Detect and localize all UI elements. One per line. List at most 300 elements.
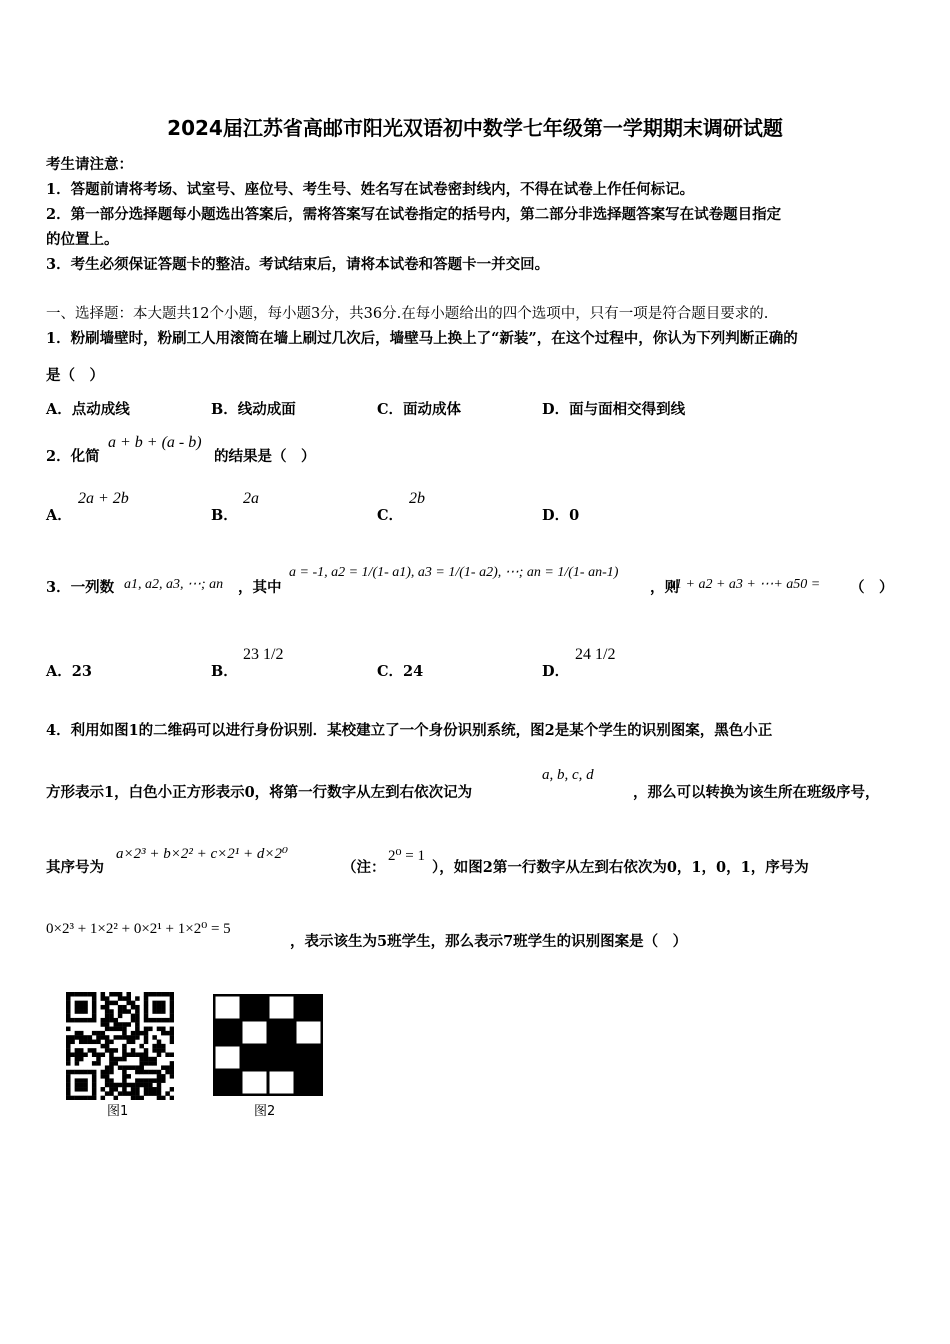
qr-module [170, 1061, 174, 1066]
figure-2-caption: 图2 [254, 1104, 276, 1119]
qr-module [75, 1078, 80, 1083]
qr-module [88, 1018, 93, 1023]
qr-module [144, 1078, 149, 1083]
qr-module [157, 992, 162, 997]
qr-module [170, 1014, 174, 1019]
qr-module [144, 1083, 149, 1088]
grid-cell [268, 1020, 295, 1045]
qr-module [70, 1070, 75, 1075]
qr-module [135, 1087, 140, 1092]
qr-module [157, 1070, 162, 1075]
qr-module [122, 1044, 127, 1049]
qr-module [161, 1001, 166, 1006]
qr-module [79, 1040, 84, 1045]
qr-module [148, 1057, 153, 1062]
qr-module [70, 1035, 75, 1040]
qr-module [66, 1048, 71, 1053]
qr-module [157, 1009, 162, 1014]
qr-module [66, 1009, 71, 1014]
qr-module [144, 1057, 149, 1062]
qr-module [96, 1031, 101, 1036]
qr-module [101, 1022, 106, 1027]
qr-module [157, 1096, 162, 1100]
qr-module [109, 1009, 114, 1014]
qr-module [101, 1031, 106, 1036]
qr-module [88, 1096, 93, 1100]
qr-module [170, 1035, 174, 1040]
q4-note-math: 2⁰ = 1 [388, 848, 425, 864]
qr-module [105, 1027, 110, 1032]
qr-module [118, 1027, 123, 1032]
qr-module [79, 1001, 84, 1006]
qr-module [135, 1005, 140, 1010]
qr-module [126, 1065, 131, 1070]
qr-module [109, 1018, 114, 1023]
q3-option-a: A．23 [46, 663, 92, 680]
notice-heading: 考生请注意： [46, 156, 133, 173]
qr-module [70, 992, 75, 997]
qr-module [109, 1057, 114, 1062]
qr-module [105, 1001, 110, 1006]
q2-option-a-expr: 2a + 2b [78, 490, 129, 507]
q1-option-b: B．线动成面 [211, 401, 296, 418]
qr-module [66, 1052, 71, 1057]
q3-end: （ ） [850, 579, 894, 596]
notice-item-2b: 的位置上。 [46, 231, 119, 248]
qr-module [135, 1018, 140, 1023]
qr-module [66, 1091, 71, 1096]
qr-module [144, 1027, 149, 1032]
qr-module [66, 1074, 71, 1079]
grid-cell [216, 997, 240, 1019]
qr-module [144, 1048, 149, 1053]
qr-module [109, 1078, 114, 1083]
qr-module [131, 1040, 136, 1045]
qr-module [170, 1052, 174, 1057]
figure-1-caption: 图1 [107, 1104, 129, 1119]
qr-module [139, 1083, 144, 1088]
q1-stem-line1: 1．粉刷墙壁时，粉刷工人用滚筒在墙上刷过几次后，墙壁马上换上了“新装”，在这个过程中，你认为下列判断正确的 [46, 330, 798, 347]
grid-cell [297, 1022, 321, 1044]
qr-module [105, 1014, 110, 1019]
grid-cell [241, 1045, 268, 1070]
qr-module [75, 1070, 80, 1075]
qr-module [101, 1005, 106, 1010]
qr-module [66, 992, 71, 997]
qr-module [148, 1091, 153, 1096]
qr-module [139, 1057, 144, 1062]
qr-module [66, 1078, 71, 1083]
q4-note-open: （注： [342, 859, 386, 876]
qr-module [118, 1083, 123, 1088]
qr-module [70, 1096, 75, 1100]
qr-module [118, 996, 123, 1001]
q1-option-c: C．面动成体 [377, 401, 462, 418]
qr-module [170, 1070, 174, 1075]
q3-sum: a1 + a2 + a3 + ⋯+ a50 = [668, 577, 821, 592]
qr-module [144, 1001, 149, 1006]
qr-module [161, 1044, 166, 1049]
qr-module [161, 1065, 166, 1070]
qr-module [152, 1070, 157, 1075]
qr-module [118, 1091, 123, 1096]
qr-module [83, 1035, 88, 1040]
qr-module [131, 1031, 136, 1036]
qr-module [131, 1001, 136, 1006]
qr-module [148, 1061, 153, 1066]
qr-module [139, 1065, 144, 1070]
qr-module [165, 1052, 170, 1057]
qr-module [131, 1052, 136, 1057]
qr-module [101, 1044, 106, 1049]
qr-module [83, 992, 88, 997]
grid-cell [295, 1045, 322, 1070]
qr-module [75, 1057, 80, 1062]
qr-module [157, 1052, 162, 1057]
notice-item-2a: 2．第一部分选择题每小题选出答案后，需将答案写在试卷指定的括号内，第二部分非选择题答案写在试卷题目指定 [46, 206, 782, 223]
qr-module [161, 1096, 166, 1100]
qr-module [83, 1070, 88, 1075]
qr-module [126, 1074, 131, 1079]
qr-module [75, 1009, 80, 1014]
qr-module [122, 1005, 127, 1010]
qr-module [118, 1005, 123, 1010]
grid-cell [243, 1072, 267, 1094]
qr-module [66, 1014, 71, 1019]
qr-module [144, 1040, 149, 1045]
qr-module [105, 1018, 110, 1023]
qr-module [79, 1035, 84, 1040]
qr-module [101, 992, 106, 997]
qr-module [118, 992, 123, 997]
grid-cell [216, 1047, 240, 1069]
qr-module [118, 1035, 123, 1040]
qr-module [109, 1065, 114, 1070]
qr-module [79, 1048, 84, 1053]
qr-module [131, 1048, 136, 1053]
qr-module [126, 1091, 131, 1096]
qr-module [96, 1057, 101, 1062]
qr-module [79, 1078, 84, 1083]
qr-module [135, 1031, 140, 1036]
qr-module [118, 1022, 123, 1027]
qr-module [152, 1078, 157, 1083]
qr-module [157, 1001, 162, 1006]
qr-module [101, 1087, 106, 1092]
qr-module [165, 1065, 170, 1070]
qr-module [126, 1001, 131, 1006]
qr-module [92, 1018, 97, 1023]
qr-module [96, 1052, 101, 1057]
qr-module [144, 1052, 149, 1057]
qr-module [135, 1096, 140, 1100]
qr-module [66, 1057, 71, 1062]
grid-cell [214, 1070, 241, 1095]
qr-module [170, 1018, 174, 1023]
qr-module [131, 1035, 136, 1040]
qr-module [109, 1001, 114, 1006]
qr-module [109, 1083, 114, 1088]
figure-1-qr-code [66, 992, 174, 1100]
qr-module [92, 1040, 97, 1045]
qr-module [109, 1087, 114, 1092]
qr-module [75, 1083, 80, 1088]
qr-module [139, 1052, 144, 1057]
qr-module [75, 1087, 80, 1092]
qr-module [135, 1009, 140, 1014]
qr-module [170, 1031, 174, 1036]
qr-module [144, 1031, 149, 1036]
qr-module [131, 1005, 136, 1010]
q2-suffix: 的结果是（ ） [214, 448, 316, 465]
grid-cell [295, 995, 322, 1020]
qr-module [157, 1083, 162, 1088]
qr-module [170, 1027, 174, 1032]
q4-formula: a×2³ + b×2² + c×2¹ + d×2⁰ [116, 846, 289, 862]
qr-module [83, 1018, 88, 1023]
qr-module [92, 1052, 97, 1057]
qr-module [105, 1044, 110, 1049]
qr-module [131, 1091, 136, 1096]
qr-module [157, 1091, 162, 1096]
qr-module [170, 1001, 174, 1006]
qr-module [122, 996, 127, 1001]
qr-module [92, 1096, 97, 1100]
q3-option-b-value: 23 1/2 [243, 646, 284, 663]
qr-module [88, 1048, 93, 1053]
qr-module [165, 1070, 170, 1075]
qr-module [114, 1048, 119, 1053]
qr-module [126, 1009, 131, 1014]
qr-module [66, 1005, 71, 1010]
qr-module [88, 1035, 93, 1040]
qr-code-graphic [66, 992, 174, 1100]
qr-module [75, 1048, 80, 1053]
qr-module [92, 1014, 97, 1019]
qr-module [131, 1096, 136, 1100]
qr-module [148, 1087, 153, 1092]
qr-module [92, 1091, 97, 1096]
qr-module [96, 1040, 101, 1045]
q4-example: 0×2³ + 1×2² + 0×2¹ + 1×2⁰ = 5 [46, 921, 231, 937]
qr-module [126, 1052, 131, 1057]
qr-module [75, 1031, 80, 1036]
qr-module [170, 1096, 174, 1100]
qr-module [75, 992, 80, 997]
qr-module [105, 1083, 110, 1088]
qr-module [118, 1009, 123, 1014]
q2-prefix: 2．化简 [46, 448, 100, 465]
qr-module [170, 996, 174, 1001]
qr-module [114, 1057, 119, 1062]
qr-module [92, 1009, 97, 1014]
qr-module [92, 1031, 97, 1036]
qr-module [126, 996, 131, 1001]
qr-module [152, 992, 157, 997]
q4-vars: a, b, c, d [542, 767, 594, 783]
q4-line3a: 其序号为 [46, 859, 104, 876]
qr-module [109, 1027, 114, 1032]
qr-module [144, 1005, 149, 1010]
qr-module [83, 1052, 88, 1057]
qr-module [105, 1091, 110, 1096]
qr-module [109, 992, 114, 997]
qr-module [139, 1078, 144, 1083]
qr-module [135, 1083, 140, 1088]
qr-module [165, 1018, 170, 1023]
qr-module [88, 1040, 93, 1045]
qr-module [83, 1009, 88, 1014]
qr-module [105, 1048, 110, 1053]
qr-module [152, 1044, 157, 1049]
qr-module [109, 1091, 114, 1096]
qr-module [83, 1005, 88, 1010]
qr-module [92, 1048, 97, 1053]
qr-module [66, 1061, 71, 1066]
qr-module [122, 1074, 127, 1079]
qr-module [79, 1018, 84, 1023]
qr-module [122, 1052, 127, 1057]
qr-module [66, 1096, 71, 1100]
qr-module [157, 1044, 162, 1049]
qr-module [152, 1057, 157, 1062]
qr-module [105, 1065, 110, 1070]
q2-option-b-expr: 2a [243, 490, 259, 507]
qr-module [170, 1040, 174, 1045]
q2-option-b-label: B． [211, 507, 238, 524]
qr-module [122, 1022, 127, 1027]
q3-prefix: 3．一列数 [46, 579, 115, 596]
figure-2-grid [212, 993, 324, 1097]
qr-module [66, 1035, 71, 1040]
qr-module [114, 1001, 119, 1006]
qr-module [109, 1070, 114, 1075]
qr-module [144, 1035, 149, 1040]
qr-module [161, 1031, 166, 1036]
qr-module [88, 1070, 93, 1075]
qr-module [161, 992, 166, 997]
section-heading: 一、选择题：本大题共12个小题，每小题3分，共36分.在每小题给出的四个选项中，只有一项是符合题目要求的. [46, 306, 769, 322]
qr-module [101, 1035, 106, 1040]
qr-module [135, 1027, 140, 1032]
qr-module [109, 1048, 114, 1053]
qr-module [70, 1040, 75, 1045]
qr-module [139, 1061, 144, 1066]
qr-module [114, 1087, 119, 1092]
qr-module [152, 1087, 157, 1092]
qr-module [92, 992, 97, 997]
qr-module [157, 1078, 162, 1083]
qr-module [148, 1027, 153, 1032]
qr-module [109, 1061, 114, 1066]
qr-module [79, 1083, 84, 1088]
qr-module [135, 1070, 140, 1075]
qr-module [161, 1018, 166, 1023]
qr-module [66, 1027, 71, 1032]
qr-module [131, 1014, 136, 1019]
q4-line2b: ，那么可以转换为该生所在班级序号， [633, 784, 880, 801]
qr-module [92, 1001, 97, 1006]
qr-module [96, 1061, 101, 1066]
qr-module [118, 1014, 123, 1019]
qr-module [122, 1065, 127, 1070]
q3-condition: a = -1, a2 = 1/(1- a1), a3 = 1/(1- a2), ⋯; an = 1/(1- an-1) [289, 565, 619, 580]
q1-option-a: A．点动成线 [46, 401, 130, 418]
qr-module [148, 1078, 153, 1083]
qr-module [83, 1040, 88, 1045]
qr-module [135, 1065, 140, 1070]
qr-module [101, 996, 106, 1001]
grid-cell [270, 997, 294, 1019]
qr-module [79, 1009, 84, 1014]
grid-cell [295, 1070, 322, 1095]
qr-module [105, 1074, 110, 1079]
qr-module [101, 1074, 106, 1079]
qr-module [83, 1078, 88, 1083]
q3-sequence: a1, a2, a3, ⋯; an [124, 577, 224, 592]
identification-pattern [212, 993, 324, 1097]
qr-module [126, 1035, 131, 1040]
qr-module [92, 996, 97, 1001]
qr-module [66, 1044, 71, 1049]
qr-module [79, 1052, 84, 1057]
qr-module [122, 1057, 127, 1062]
qr-module [92, 1061, 97, 1066]
qr-module [152, 1061, 157, 1066]
qr-module [135, 1052, 140, 1057]
q3-then: ，则 [650, 579, 679, 596]
qr-module [109, 1014, 114, 1019]
qr-module [66, 1083, 71, 1088]
qr-module [79, 1005, 84, 1010]
qr-module [165, 1031, 170, 1036]
qr-module [118, 1057, 123, 1062]
qr-module [152, 1035, 157, 1040]
qr-module [118, 1065, 123, 1070]
qr-module [109, 1040, 114, 1045]
qr-module [131, 1087, 136, 1092]
q3-mid: ，其中 [238, 579, 282, 596]
qr-module [122, 1048, 127, 1053]
qr-module [170, 1005, 174, 1010]
qr-module [114, 1022, 119, 1027]
q1-option-d: D．面与面相交得到线 [542, 401, 686, 418]
q1-stem-line2: 是（ ） [46, 367, 104, 384]
q2-option-a-label: A． [46, 507, 72, 524]
qr-module [131, 1083, 136, 1088]
qr-module [135, 996, 140, 1001]
qr-module [75, 1001, 80, 1006]
qr-module [92, 1087, 97, 1092]
qr-module [126, 1040, 131, 1045]
qr-module [105, 1005, 110, 1010]
qr-module [165, 1091, 170, 1096]
grid-cell [241, 995, 268, 1020]
qr-module [105, 1040, 110, 1045]
qr-module [126, 992, 131, 997]
qr-module [114, 1061, 119, 1066]
qr-module [157, 1005, 162, 1010]
q3-option-b-label: B． [211, 663, 238, 680]
qr-module [75, 1035, 80, 1040]
qr-module [161, 1048, 166, 1053]
qr-module [157, 1087, 162, 1092]
qr-module [105, 1022, 110, 1027]
qr-module [79, 1070, 84, 1075]
qr-module [157, 1040, 162, 1045]
qr-module [114, 1035, 119, 1040]
qr-module [105, 1078, 110, 1083]
